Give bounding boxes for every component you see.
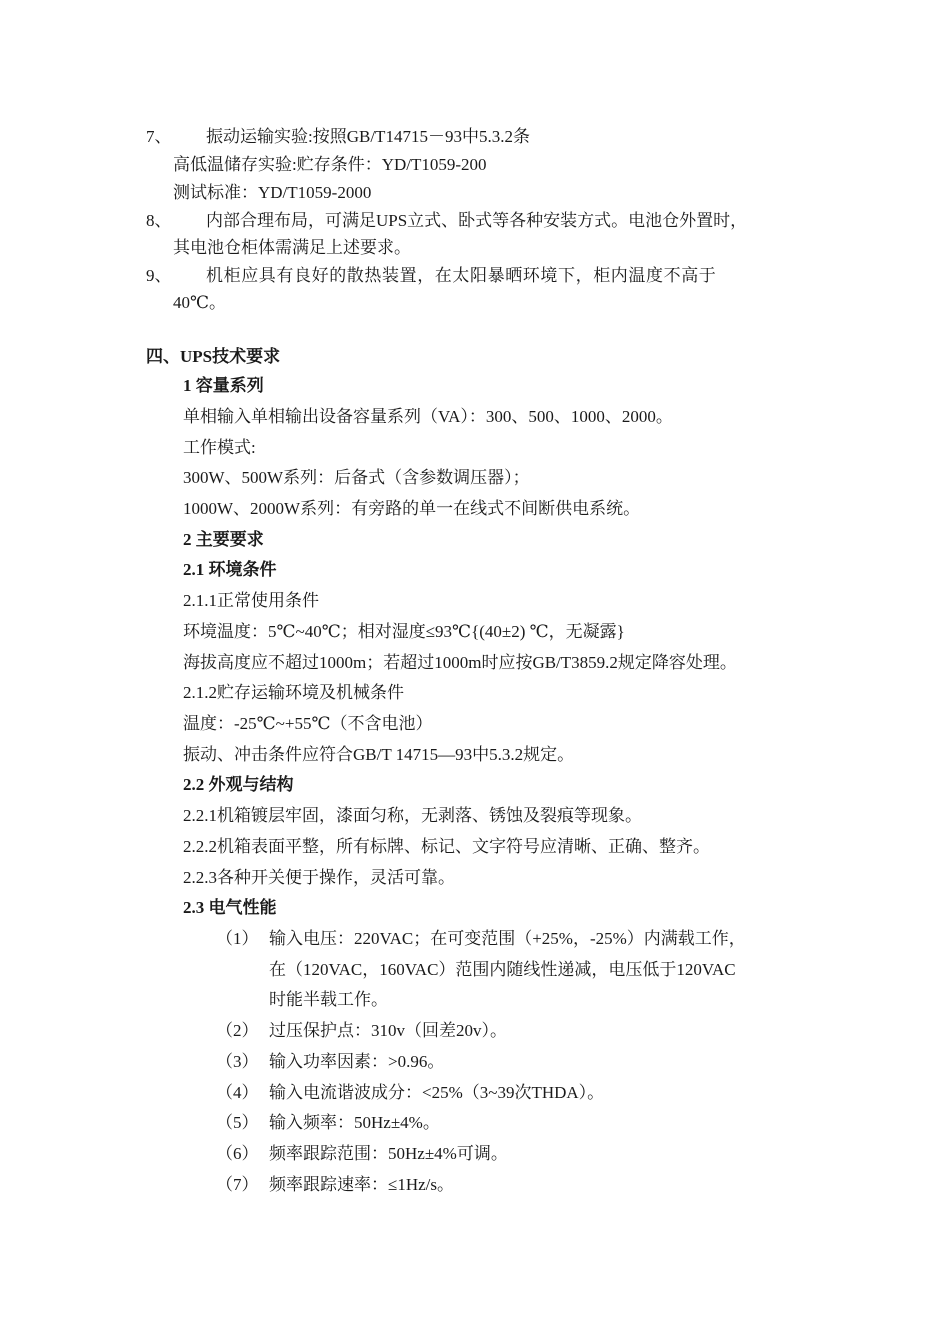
list-item-number: （7） <box>216 1175 259 1194</box>
list-item-number: （6） <box>216 1144 259 1163</box>
item-9-continuation: 40℃。 <box>173 293 227 312</box>
subsection-2-heading: 2 主要要求 <box>183 530 264 549</box>
paragraph: 2.2.3各种开关便于操作，灵活可靠。 <box>183 868 455 887</box>
paragraph: 振动、冲击条件应符合GB/T 14715—93中5.3.2规定。 <box>183 745 575 764</box>
list-item-text: 在（120VAC，160VAC）范围内随线性递减，电压低于120VAC <box>269 960 736 979</box>
list-item-text: 输入电压：220VAC；在可变范围（+25%，-25%）内满载工作， <box>269 929 746 948</box>
item-9-number: 9、 <box>146 266 172 285</box>
list-item-text: 输入电流谐波成分：<25%（3~39次THDA）。 <box>269 1083 605 1102</box>
subsection-1-heading: 1 容量系列 <box>183 376 264 395</box>
list-item-text: 频率跟踪速率：≤1Hz/s。 <box>269 1175 454 1194</box>
item-7-continuation-2: 测试标准：YD/T1059-2000 <box>173 183 372 202</box>
subsection-2-1-1: 2.1.1正常使用条件 <box>183 591 319 610</box>
paragraph: 温度：-25℃~+55℃（不含电池） <box>183 714 433 733</box>
list-item-number: （4） <box>216 1083 259 1102</box>
item-7-continuation-1: 高低温储存实验:贮存条件：YD/T1059-200 <box>173 155 487 174</box>
section-heading: 四、UPS技术要求 <box>146 347 281 366</box>
subsection-2-1-heading: 2.1 环境条件 <box>183 560 277 579</box>
subsection-2-1-2: 2.1.2贮存运输环境及机械条件 <box>183 683 404 702</box>
paragraph: 2.2.2机箱表面平整，所有标牌、标记、文字符号应清晰、正确、整齐。 <box>183 837 710 856</box>
list-item-text: 过压保护点：310v（回差20v）。 <box>269 1021 507 1040</box>
paragraph: 环境温度：5℃~40℃；相对湿度≤93℃{(40±2) ℃，无凝露} <box>183 622 625 641</box>
item-7-text: 振动运输实验:按照GB/T14715－93中5.3.2条 <box>206 127 530 146</box>
item-8-continuation: 其电池仓柜体需满足上述要求。 <box>173 238 411 257</box>
paragraph: 1000W、2000W系列：有旁路的单一在线式不间断供电系统。 <box>183 499 641 518</box>
paragraph: 2.2.1机箱镀层牢固，漆面匀称，无剥落、锈蚀及裂痕等现象。 <box>183 806 642 825</box>
list-item-text: 时能半载工作。 <box>269 990 388 1009</box>
item-9-text: 机柜应具有良好的散热装置，在太阳暴晒环境下，柜内温度不高于 <box>206 266 717 285</box>
item-7-number: 7、 <box>146 127 172 146</box>
list-item-number: （1） <box>216 929 259 948</box>
item-8-number: 8、 <box>146 211 172 230</box>
paragraph: 工作模式: <box>183 438 256 457</box>
list-item-text: 频率跟踪范围：50Hz±4%可调。 <box>269 1144 508 1163</box>
list-item-number: （3） <box>216 1052 259 1071</box>
list-item-number: （5） <box>216 1113 259 1132</box>
subsection-2-3-heading: 2.3 电气性能 <box>183 898 277 917</box>
item-8-text: 内部合理布局，可满足UPS立式、卧式等各种安装方式。电池仓外置时， <box>206 211 748 230</box>
paragraph: 海拔高度应不超过1000m；若超过1000m时应按GB/T3859.2规定降容处理。 <box>183 653 737 672</box>
list-item-text: 输入功率因素：>0.96。 <box>269 1052 445 1071</box>
list-item-number: （2） <box>216 1021 259 1040</box>
paragraph: 300W、500W系列：后备式（含参数调压器）； <box>183 468 530 487</box>
subsection-2-2-heading: 2.2 外观与结构 <box>183 775 294 794</box>
paragraph: 单相输入单相输出设备容量系列（VA）：300、500、1000、2000。 <box>183 407 673 426</box>
list-item-text: 输入频率：50Hz±4%。 <box>269 1113 440 1132</box>
